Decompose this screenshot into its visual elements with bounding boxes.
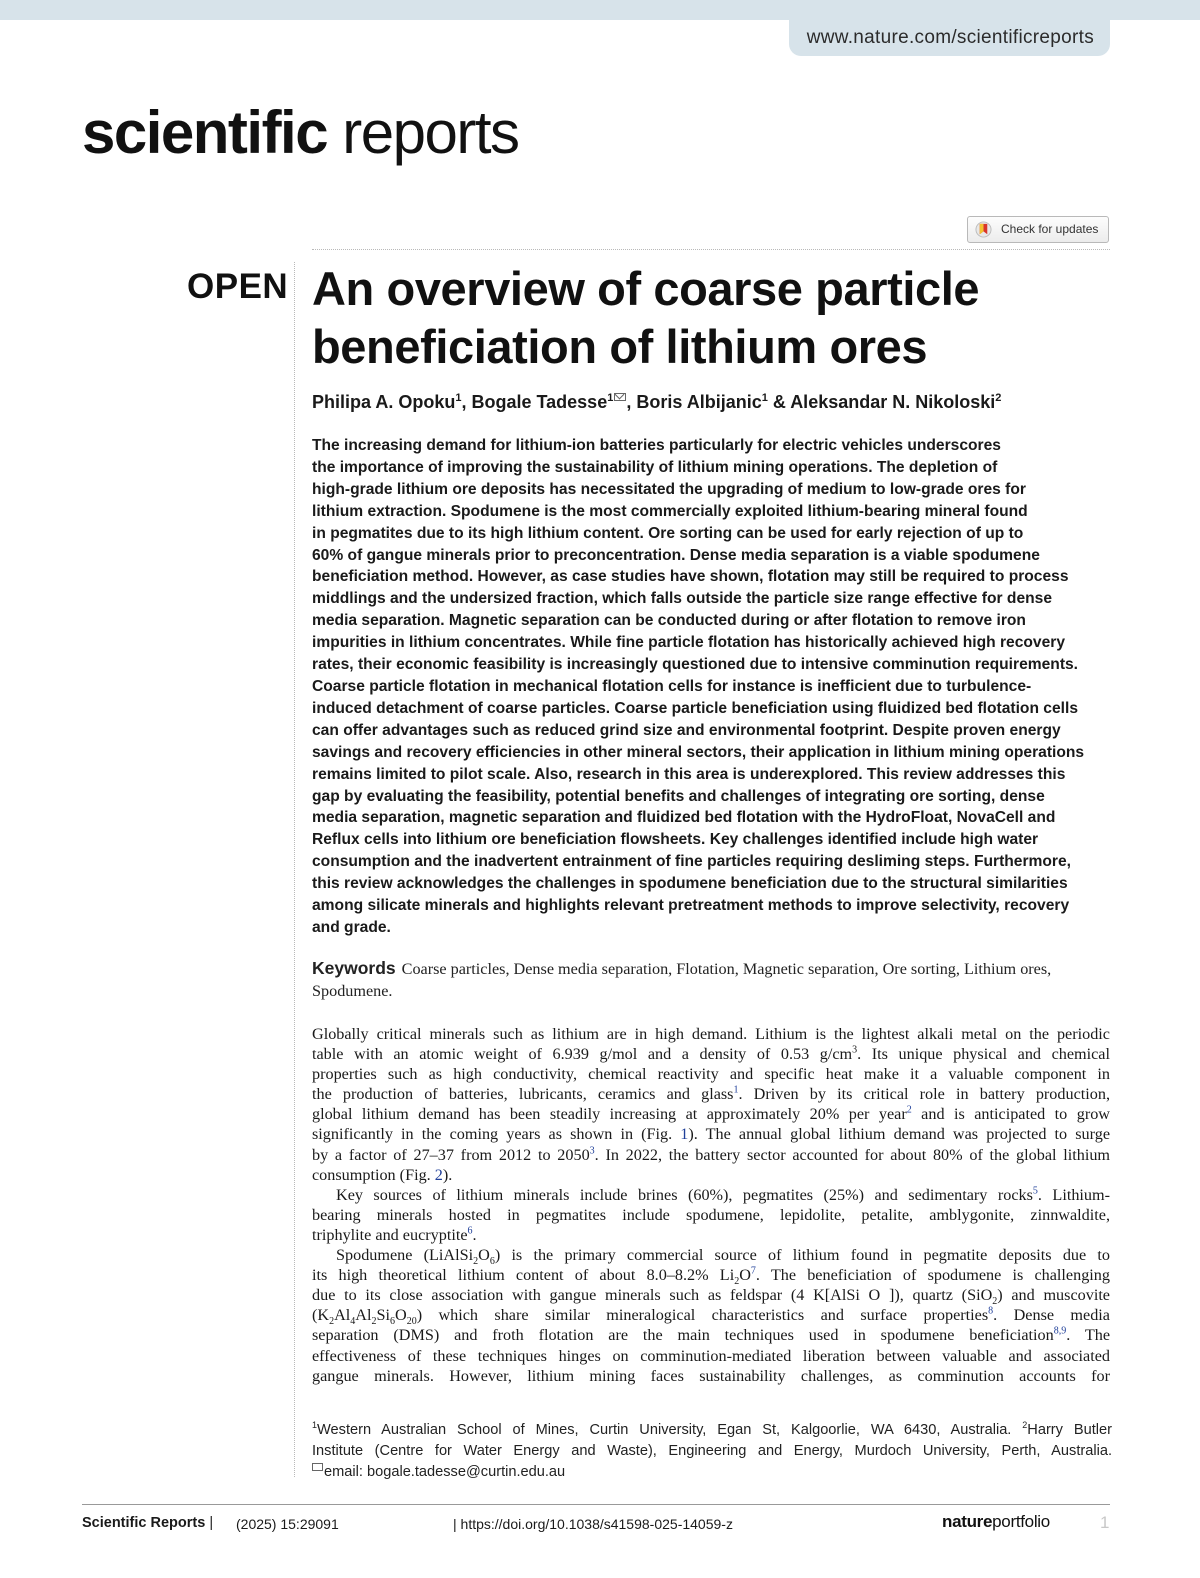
divider-top bbox=[312, 249, 1110, 250]
title-line: beneficiation of lithium ores bbox=[312, 320, 928, 373]
text-run: Key sources of lithium minerals include brines (60%), pegmatites (25%) and sedimentary rocks bbox=[336, 1185, 1033, 1204]
check-for-updates-button[interactable] bbox=[967, 216, 1109, 243]
subscript: 2 bbox=[992, 1296, 998, 1308]
body-line bbox=[312, 1245, 1110, 1268]
body-line bbox=[312, 1285, 1110, 1308]
author-affiliation: 1 bbox=[455, 392, 462, 404]
citation-link[interactable]: 8,9 bbox=[1053, 1326, 1067, 1338]
abstract-line: gap by evaluating the feasibility, potential benefits and challenges of integrating ore sorting, dense bbox=[312, 787, 1045, 805]
logo-scientific: scientific bbox=[82, 99, 328, 166]
site-url[interactable]: www.nature.com/scientificreports bbox=[789, 20, 1110, 56]
citation-link[interactable]: 1 bbox=[733, 1084, 739, 1096]
body-line bbox=[312, 1124, 1110, 1144]
body-line bbox=[312, 1225, 1110, 1245]
abstract-line: lithium extraction. Spodumene is the most commercially exploited lithium-bearing mineral found bbox=[312, 502, 1028, 520]
footer-journal-name: Scientific Reports bbox=[82, 1515, 206, 1531]
abstract-line: high-grade lithium ore deposits has necessitated the upgrading of medium to low-grade ores for bbox=[312, 480, 1026, 498]
abstract-line: induced detachment of coarse particles. Coarse particle beneficiation using fluidized bed flotation cells bbox=[312, 699, 1078, 717]
footer-volume: (2025) 15:29091 bbox=[236, 1516, 339, 1532]
text-run: global lithium demand has been steadily increasing at approximately 20% per year bbox=[312, 1105, 907, 1124]
abstract-line: remains limited to pilot scale. Also, research in this area is underexplored. This review addresses this bbox=[312, 765, 1066, 783]
figure-link[interactable]: 1 bbox=[680, 1125, 689, 1144]
keywords bbox=[312, 957, 1110, 1002]
footer-divider bbox=[82, 1504, 1110, 1505]
text-run: triphylite and eucryptite bbox=[312, 1225, 468, 1244]
abstract-line: Coarse particle flotation in mechanical flotation cells for instance is inefficient due to turbulence- bbox=[312, 677, 1032, 695]
body-line bbox=[312, 1145, 1110, 1165]
text-run: . bbox=[472, 1225, 477, 1244]
subscript: 2 bbox=[329, 1316, 335, 1328]
text-run: the production of batteries, lubricants, ceramics and glass bbox=[312, 1085, 734, 1104]
corresponding-email[interactable]: email: bogale.tadesse@curtin.edu.au bbox=[324, 1464, 566, 1480]
subscript: 6 bbox=[489, 1256, 495, 1268]
footer-journal bbox=[82, 1515, 213, 1531]
affiliations bbox=[312, 1420, 1112, 1483]
divider-left bbox=[294, 262, 295, 1477]
abstract-line: rates, their economic feasibility is increasingly questioned due to intensive comminution requirements. bbox=[312, 656, 1079, 674]
page-number: 1 bbox=[1100, 1513, 1110, 1532]
subscript: 2 bbox=[371, 1316, 377, 1328]
body-line bbox=[312, 1165, 1110, 1185]
envelope-icon bbox=[312, 1463, 323, 1471]
citation-link[interactable]: 5 bbox=[1032, 1185, 1038, 1197]
top-band bbox=[0, 0, 1200, 20]
body-line bbox=[312, 1325, 1110, 1345]
abstract-line: savings and recovery efficiencies in other mineral sectors, their application in lithium mining operations bbox=[312, 743, 1085, 761]
body-line: gangue minerals. However, lithium mining faces sustainability challenges, as comminution accounts for bbox=[312, 1366, 1110, 1385]
abstract-line: impurities in lithium concentrates. While fine particle flotation has historically achieved high recovery bbox=[312, 634, 1066, 652]
abstract-line: in pegmatites due to its high lithium content. Ore sorting can be used for early rejection of up to bbox=[312, 524, 1024, 542]
text-run: consumption (Fig. bbox=[312, 1165, 435, 1184]
text-run: O bbox=[394, 1306, 407, 1325]
text-run: due to its close association with gangue minerals such as feldspar (4 K[AlSi O ]), quartz (SiO bbox=[312, 1286, 993, 1305]
logo-reports: reports bbox=[342, 99, 519, 166]
text-run: and is anticipated to grow bbox=[911, 1105, 1110, 1124]
text-run: table with an atomic weight of 6.939 g/mol and a density of 0.53 g/cm bbox=[312, 1045, 853, 1064]
abstract-line: beneficiation method. However, as case studies have shown, flotation may still be required to process bbox=[312, 568, 1069, 586]
abstract-line: among silicate minerals and highlights relevant pretreatment methods to improve selectivity, recovery bbox=[312, 897, 1070, 915]
text-run: Al bbox=[355, 1306, 372, 1325]
author-name[interactable]: Bogale Tadesse bbox=[471, 392, 608, 412]
envelope-icon[interactable] bbox=[614, 393, 626, 401]
author-name[interactable]: Philipa A. Opoku bbox=[312, 392, 456, 412]
citation-link[interactable]: 2 bbox=[906, 1104, 912, 1116]
text-run: Si bbox=[376, 1306, 390, 1325]
author-name[interactable]: Boris Albijanic bbox=[636, 392, 762, 412]
abstract-line: the importance of improving the sustainability of lithium mining operations. The depletion of bbox=[312, 458, 998, 476]
abstract-line: this review acknowledges the challenges in spodumene beneficiation due to the structural similarities bbox=[312, 875, 1068, 893]
publisher-logo-bold: nature bbox=[942, 1512, 993, 1531]
author-affiliation: 1 bbox=[607, 392, 614, 404]
subscript: 2 bbox=[734, 1276, 740, 1288]
keywords-text: Coarse particles, Dense media separation, Flotation, Magnetic separation, Ore sorting, Lithium ores, Spodumene. bbox=[312, 960, 1052, 1000]
keywords-label: Keywords bbox=[312, 958, 396, 978]
abstract-line: media separation. Magnetic separation can be conducted during or after flotation to remove iron bbox=[312, 612, 1026, 630]
body-line: Globally critical minerals such as lithium are in high demand. Lithium is the lightest alkali metal on the periodic bbox=[312, 1025, 1110, 1043]
body-line bbox=[312, 1265, 1110, 1288]
text-run: . Lithium- bbox=[1037, 1185, 1110, 1204]
text-run: significantly in the coming years as shown in (Fig. bbox=[312, 1125, 681, 1144]
body-line bbox=[312, 1305, 1110, 1328]
subscript: 20 bbox=[406, 1316, 417, 1328]
body-line: bearing minerals hosted in pegmatites include spodumene, lepidolite, petalite, amblygonite, zinnwaldite, bbox=[312, 1205, 1110, 1224]
abstract-line: 60% of gangue minerals prior to preconcentration. Dense media separation is a viable spodumene bbox=[312, 546, 1040, 564]
footer-separator: | bbox=[209, 1515, 214, 1531]
text-run: O bbox=[739, 1266, 751, 1285]
publisher-logo bbox=[942, 1512, 1050, 1532]
text-run: by a factor of 27–37 from 2012 to 2050 bbox=[312, 1145, 590, 1164]
abstract-line: consumption and the inadvertent entrainment of fine particles requiring desliming steps. Furthermore, bbox=[312, 853, 1072, 871]
abstract-line: can offer advantages such as reduced grind size and environmental footprint. Despite proven energy bbox=[312, 721, 1061, 739]
text-run: ) is the primary commercial source of lithium found in pegmatite deposits due to bbox=[494, 1246, 1110, 1265]
affiliation-line bbox=[312, 1462, 1112, 1483]
text-run: (K bbox=[312, 1306, 330, 1325]
subscript: 2 bbox=[473, 1256, 479, 1268]
author-list bbox=[312, 392, 1112, 413]
citation-link[interactable]: 6 bbox=[467, 1225, 473, 1237]
figure-link[interactable]: 2 bbox=[434, 1165, 443, 1184]
text-run: Al bbox=[334, 1306, 351, 1325]
author-separator: , bbox=[461, 392, 472, 412]
text-run: . The bbox=[1066, 1326, 1111, 1345]
affiliation-line: Institute (Centre for Water Energy and Waste), Engineering and Energy, Murdoch University, Perth, Australia. bbox=[312, 1443, 1112, 1459]
citation-link[interactable]: 7 bbox=[750, 1265, 756, 1277]
body-line bbox=[312, 1104, 1110, 1124]
abstract bbox=[312, 435, 1112, 939]
subscript: 6 bbox=[389, 1316, 395, 1328]
body-text bbox=[312, 1024, 1110, 1386]
text-run: its high theoretical lithium content of about 8.0–8.2% Li bbox=[312, 1266, 735, 1285]
check-for-updates-label: Check for updates bbox=[1001, 222, 1099, 236]
affiliation-mark: 1 bbox=[312, 1420, 318, 1431]
author-affiliation: 2 bbox=[995, 392, 1002, 404]
author-affiliation: 1 bbox=[761, 392, 768, 404]
abstract-line: Reflux cells into lithium ore beneficiation flowsheets. Key challenges identified include high water bbox=[312, 831, 1039, 849]
author-separator: & bbox=[767, 392, 791, 412]
citation-link[interactable]: 3 bbox=[589, 1145, 595, 1157]
abstract-line: middlings and the undersized fraction, which falls outside the particle size range effective for dense bbox=[312, 590, 1052, 608]
crossmark-icon bbox=[975, 221, 992, 238]
text-run: ) which share similar mineralogical characteristics and surface properties bbox=[416, 1306, 989, 1325]
text-run: . The beneficiation of spodumene is challenging bbox=[755, 1266, 1110, 1285]
open-access-label: OPEN bbox=[187, 267, 289, 306]
superscript: 3 bbox=[852, 1044, 858, 1056]
body-line bbox=[312, 1084, 1110, 1104]
publisher-logo-light: portfolio bbox=[992, 1512, 1050, 1531]
article-title bbox=[312, 260, 1102, 376]
abstract-line: The increasing demand for lithium-ion batteries particularly for electric vehicles underscores bbox=[312, 437, 1001, 454]
text-run: separation (DMS) and froth flotation are the main techniques used in spodumene beneficiation bbox=[312, 1326, 1054, 1345]
text-run: ). bbox=[442, 1165, 453, 1184]
title-line: An overview of coarse particle bbox=[312, 262, 980, 315]
footer-doi-link[interactable]: | https://doi.org/10.1038/s41598-025-14059-z bbox=[453, 1516, 733, 1532]
text-run: ). The annual global lithium demand was projected to surge bbox=[688, 1125, 1110, 1144]
text-run: O bbox=[478, 1246, 490, 1265]
text-run: ) and muscovite bbox=[997, 1286, 1110, 1305]
citation-link[interactable]: 8 bbox=[988, 1305, 994, 1317]
abstract-line: media separation, magnetic separation and fluidized bed flotation with the HydroFloat, NovaCell and bbox=[312, 809, 1056, 827]
affiliation-text: Harry Butler bbox=[1027, 1422, 1112, 1438]
abstract-line: and grade. bbox=[312, 918, 391, 936]
text-run: . In 2022, the battery sector accounted for about 80% of the global lithium bbox=[594, 1145, 1111, 1164]
journal-logo[interactable] bbox=[82, 98, 519, 168]
body-line: properties such as high conductivity, chemical reactivity and specific heat make it a valuable component in bbox=[312, 1065, 1110, 1084]
subscript: 4 bbox=[350, 1316, 356, 1328]
affiliation-text: Western Australian School of Mines, Curtin University, Egan St, Kalgoorlie, WA 6430, Australia. bbox=[317, 1422, 1023, 1438]
body-line bbox=[312, 1044, 1110, 1064]
author-name[interactable]: Aleksandar N. Nikoloski bbox=[790, 392, 996, 412]
text-run: . Driven by its critical role in battery production, bbox=[738, 1085, 1110, 1104]
affiliation-line bbox=[312, 1420, 1112, 1441]
text-run: . Dense media bbox=[993, 1306, 1110, 1325]
body-line: effectiveness of these techniques hinges on comminution-mediated liberation between valuable and associated bbox=[312, 1346, 1110, 1365]
body-line bbox=[312, 1185, 1110, 1205]
text-run: . Its unique physical and chemical bbox=[857, 1045, 1110, 1064]
affiliation-mark: 2 bbox=[1022, 1420, 1028, 1431]
text-run: Spodumene (LiAlSi bbox=[336, 1246, 474, 1265]
author-separator: , bbox=[626, 392, 637, 412]
